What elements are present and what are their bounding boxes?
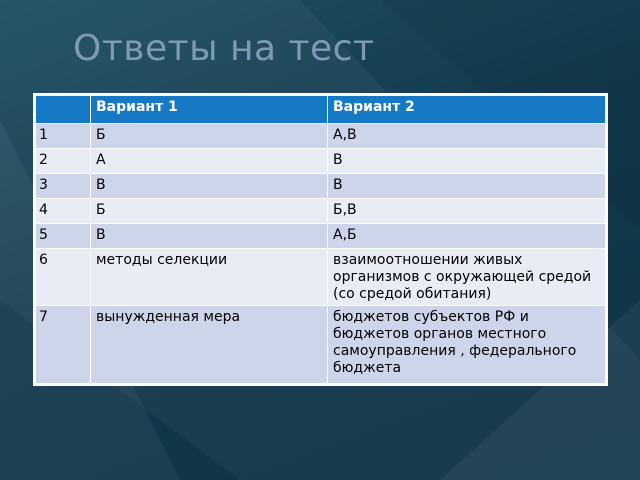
row-number: 7 <box>35 306 91 385</box>
table-row <box>35 224 607 249</box>
variant-2-answer: Б,В <box>328 199 607 224</box>
variant-1-answer: В <box>91 174 328 199</box>
row-number: 5 <box>35 224 91 249</box>
table-row <box>35 249 607 306</box>
variant-1-answer: вынужденная мера <box>91 306 328 385</box>
table-row <box>35 174 607 199</box>
header-cell-variant-1: Вариант 1 <box>91 95 328 124</box>
row-number: 6 <box>35 249 91 306</box>
row-number: 2 <box>35 149 91 174</box>
answers-table <box>33 93 608 386</box>
variant-1-answer: А <box>91 149 328 174</box>
variant-1-answer: Б <box>91 124 328 149</box>
table-row <box>35 124 607 149</box>
variant-2-answer: бюджетов субъектов РФ и бюджетов органов местного самоуправления , федерального бюджета <box>328 306 607 385</box>
variant-1-answer: методы селекции <box>91 249 328 306</box>
table-row <box>35 306 607 385</box>
variant-2-answer: взаимоотношении живых организмов с окружающей средой (со средой обитания) <box>328 249 607 306</box>
variant-2-answer: В <box>328 149 607 174</box>
variant-1-answer: Б <box>91 199 328 224</box>
row-number: 3 <box>35 174 91 199</box>
slide-title: Ответы на тест <box>73 28 375 69</box>
row-number: 4 <box>35 199 91 224</box>
table-header-row <box>35 95 607 124</box>
variant-2-answer: В <box>328 174 607 199</box>
variant-2-answer: А,В <box>328 124 607 149</box>
variant-1-answer: В <box>91 224 328 249</box>
header-cell-variant-2: Вариант 2 <box>328 95 607 124</box>
table-row <box>35 199 607 224</box>
table-row <box>35 149 607 174</box>
row-number: 1 <box>35 124 91 149</box>
variant-2-answer: А,Б <box>328 224 607 249</box>
header-cell-number <box>35 95 91 124</box>
